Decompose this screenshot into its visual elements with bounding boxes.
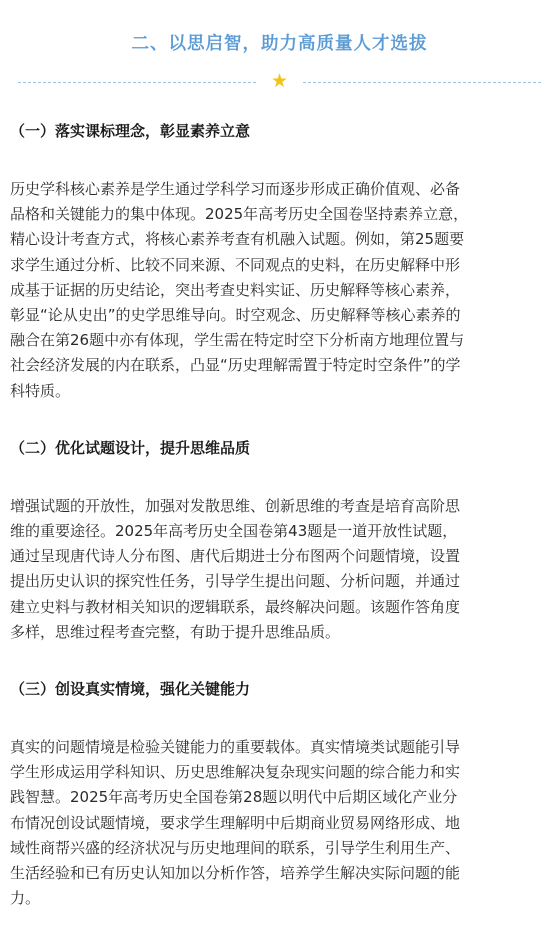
paragraph-line: 真实的问题情境是检验关键能力的重要载体。真实情境类试题能引导: [10, 738, 461, 757]
title-divider: [18, 70, 541, 93]
paragraph-line: 践智慧。2025年高考历史全国卷第28题以明代中后期区域化产业分: [10, 788, 458, 807]
paragraph-line: 精心设计考查方式，将核心素养考查有机融入试题。例如，第25题要: [10, 230, 465, 249]
paragraph-line: 历史学科核心素养是学生通过学科学习而逐步形成正确价值观、必备: [10, 180, 461, 198]
paragraph-line: 多样，思维过程考查完整，有助于提升思维品质。: [10, 622, 341, 641]
paragraph-line: 品格和关键能力的集中体现。2025年高考历史全国卷坚持素养立意，: [10, 205, 469, 224]
paragraph-line: 提出历史认识的探究性任务，引导学生提出问题、分析问题，并通过: [10, 572, 461, 591]
subsection-heading: （二）优化试题设计，提升思维品质: [10, 438, 251, 457]
paragraph-line: 科特质。: [10, 381, 71, 400]
paragraph: [10, 735, 549, 911]
paragraph-line: 成基于证据的历史结论，突出考查史料实证、历史解释等核心素养，: [10, 280, 461, 299]
divider-line-right: [303, 82, 541, 83]
paragraph-line: 融合在第26题中亦有体现，学生需在特定时空下分析南方地理位置与: [10, 331, 465, 350]
divider-line-left: [18, 82, 256, 83]
paragraph-line: 学生形成运用学科知识、历史思维解决复杂现实问题的综合能力和实: [10, 763, 461, 782]
subsection-heading: （一）落实课标理念，彰显素养立意: [10, 122, 251, 140]
paragraph: [10, 177, 549, 404]
paragraph-line: 维的重要途径。2025年高考历史全国卷第43题是一道开放性试题，: [10, 522, 458, 541]
subsection-heading: （三）创设真实情境，强化关键能力: [10, 680, 251, 699]
star-icon: ★: [270, 70, 289, 92]
paragraph-line: 增强试题的开放性，加强对发散思维、创新思维的考查是培育高阶思: [10, 496, 461, 515]
section-title: 二、以思启智，助力高质量人才选拔: [131, 34, 428, 54]
paragraph-line: 布情况创设试题情境，要求学生理解明中后期商业贸易网络形成、地: [10, 813, 461, 832]
paragraph-line: 建立史料与教材相关知识的逻辑联系，最终解决问题。该题作答角度: [10, 597, 461, 616]
paragraph: [10, 494, 549, 645]
paragraph-line: 域性商帮兴盛的经济状况与历史地理间的联系，引导学生利用生产、: [10, 838, 461, 857]
paragraph-line: 通过呈现唐代诗人分布图、唐代后期进士分布图两个问题情境，设置: [10, 547, 461, 566]
paragraph-line: 彰显“论从史出”的史学思维导向。时空观念、历史解释等核心素养的: [10, 306, 461, 325]
paragraph-line: 求学生通过分析、比较不同来源、不同观点的史料，在历史解释中形: [10, 255, 461, 274]
paragraph-line: 力。: [10, 889, 41, 908]
paragraph-line: 生活经验和已有历史认知加以分析作答，培养学生解决实际问题的能: [10, 864, 461, 883]
paragraph-line: 社会经济发展的内在联系，凸显“历史理解需置于特定时空条件”的学: [10, 356, 461, 375]
